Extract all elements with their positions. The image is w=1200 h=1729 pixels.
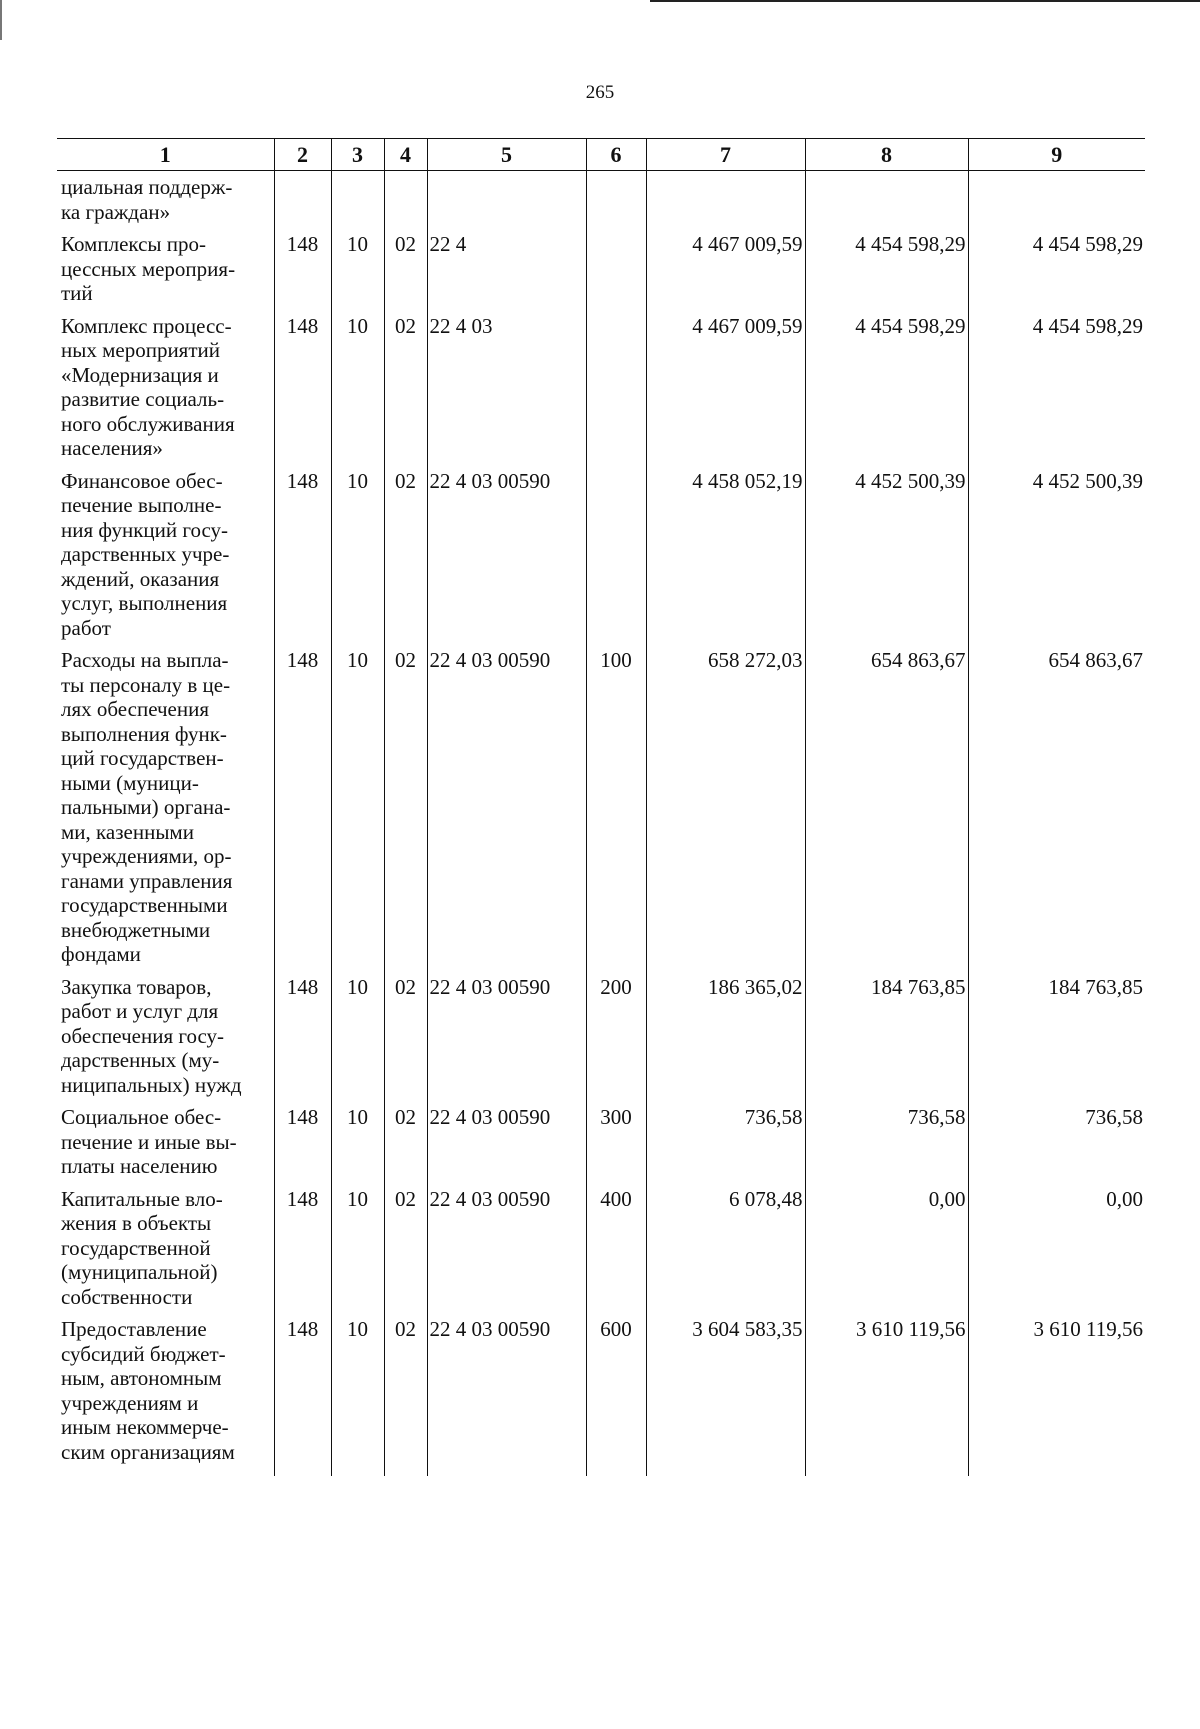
cell-col-2: 148 [274,1097,331,1179]
table-row [57,1309,1145,1464]
cell-col-5: 22 4 03 00590 [427,640,586,967]
cell-col-4: 02 [384,461,427,641]
cell-col-8 [805,171,968,225]
table-row [57,306,1145,461]
cell-col-4: 02 [384,1309,427,1464]
header-col-4: 4 [384,139,427,171]
cell-col-5: 22 4 03 00590 [427,461,586,641]
cell-col-4: 02 [384,1097,427,1179]
header-col-8: 8 [805,139,968,171]
cell-col-6: 100 [586,640,646,967]
cell-col-2: 148 [274,224,331,306]
header-col-1: 1 [57,139,274,171]
table-row [57,1097,1145,1179]
cell-col-2: 148 [274,1309,331,1464]
cell-col-8: 654 863,67 [805,640,968,967]
cell-col-9: 184 763,85 [968,967,1145,1098]
cell-col-3: 10 [331,224,384,306]
header-col-6: 6 [586,139,646,171]
cell-col-9: 654 863,67 [968,640,1145,967]
table-row [57,171,1145,225]
scan-left-edge-line [0,0,2,40]
cell-col-3: 10 [331,640,384,967]
cell-col-3 [331,171,384,225]
cell-col-8: 4 454 598,29 [805,306,968,461]
scan-top-edge-line [650,0,1200,2]
cell-col-9: 4 452 500,39 [968,461,1145,641]
cell-col-2 [274,171,331,225]
cell-col-7: 6 078,48 [646,1179,805,1310]
cell-col-7: 658 272,03 [646,640,805,967]
cell-col-3: 10 [331,967,384,1098]
table-row [57,224,1145,306]
cell-col-6 [586,461,646,641]
table-row [57,967,1145,1098]
row-name: Комплексы про- цессных мероприя- тий [61,232,236,305]
budget-table [57,138,1145,1476]
header-col-9: 9 [968,139,1145,171]
cell-col-3: 10 [331,1179,384,1310]
cell-col-4: 02 [384,967,427,1098]
cell-col-2: 148 [274,967,331,1098]
cell-col-9: 4 454 598,29 [968,224,1145,306]
row-name: Предоставление субсидий бюджет- ным, автономным учреждениям и иным некоммерче- ским организациям [61,1317,235,1464]
table-row [57,640,1145,967]
cell-col-8: 4 454 598,29 [805,224,968,306]
cell-col-2: 148 [274,1179,331,1310]
cell-col-4: 02 [384,1179,427,1310]
cell-col-5: 22 4 03 [427,306,586,461]
header-col-7: 7 [646,139,805,171]
cell-col-9: 4 454 598,29 [968,306,1145,461]
cell-col-4: 02 [384,306,427,461]
cell-col-6 [586,224,646,306]
cell-col-7: 736,58 [646,1097,805,1179]
cell-col-5: 22 4 03 00590 [427,1179,586,1310]
row-name: Закупка товаров, работ и услуг для обеспечения госу- дарственных (му- ниципальных) нужд [61,974,242,1097]
cell-col-6 [586,171,646,225]
row-name: Комплекс процесс- ных мероприятий «Модернизация и развитие социаль- ного обслуживания населения» [61,313,235,460]
cell-col-2: 148 [274,640,331,967]
cell-col-8: 3 610 119,56 [805,1309,968,1464]
table-bottom-spacer [57,1464,1145,1476]
cell-col-7: 4 458 052,19 [646,461,805,641]
cell-col-5 [427,171,586,225]
cell-col-6: 200 [586,967,646,1098]
cell-col-2: 148 [274,306,331,461]
cell-col-7: 4 467 009,59 [646,224,805,306]
cell-col-7: 186 365,02 [646,967,805,1098]
table-row [57,1179,1145,1310]
page-number: 265 [585,82,615,103]
cell-col-3: 10 [331,1309,384,1464]
cell-col-3: 10 [331,461,384,641]
row-name: Капитальные вло- жения в объекты государственной (муниципальной) собственности [61,1186,223,1309]
cell-col-8: 736,58 [805,1097,968,1179]
row-name: Финансовое обес- печение выполне- ния функций госу- дарственных учре- ждений, оказания услуг, выполнения работ [61,468,230,640]
cell-col-8: 0,00 [805,1179,968,1310]
cell-col-4: 02 [384,640,427,967]
cell-col-5: 22 4 03 00590 [427,967,586,1098]
row-name: циальная поддерж- ка граждан» [61,175,233,224]
cell-col-9: 736,58 [968,1097,1145,1179]
cell-col-6: 300 [586,1097,646,1179]
table-header-row [57,139,1145,171]
cell-col-9: 3 610 119,56 [968,1309,1145,1464]
cell-col-6: 400 [586,1179,646,1310]
cell-col-8: 184 763,85 [805,967,968,1098]
cell-col-6: 600 [586,1309,646,1464]
cell-col-7: 3 604 583,35 [646,1309,805,1464]
cell-col-4: 02 [384,224,427,306]
cell-col-7: 4 467 009,59 [646,306,805,461]
cell-col-8: 4 452 500,39 [805,461,968,641]
header-col-2: 2 [274,139,331,171]
cell-col-6 [586,306,646,461]
cell-col-4 [384,171,427,225]
row-name: Расходы на выпла- ты персоналу в це- лях обеспечения выполнения функ- ций государствен- ными (муници- пальными) органа- ми, казенными учреждениями, ор- ганами управления государственными внебюджетными фондами [61,648,233,966]
row-name: Социальное обес- печение и иные вы- платы населению [61,1105,237,1178]
header-col-5: 5 [427,139,586,171]
cell-col-3: 10 [331,1097,384,1179]
cell-col-9: 0,00 [968,1179,1145,1310]
table-row [57,461,1145,641]
cell-col-3: 10 [331,306,384,461]
cell-col-5: 22 4 03 00590 [427,1097,586,1179]
cell-col-9 [968,171,1145,225]
cell-col-5: 22 4 03 00590 [427,1309,586,1464]
cell-col-7 [646,171,805,225]
cell-col-2: 148 [274,461,331,641]
header-col-3: 3 [331,139,384,171]
cell-col-5: 22 4 [427,224,586,306]
